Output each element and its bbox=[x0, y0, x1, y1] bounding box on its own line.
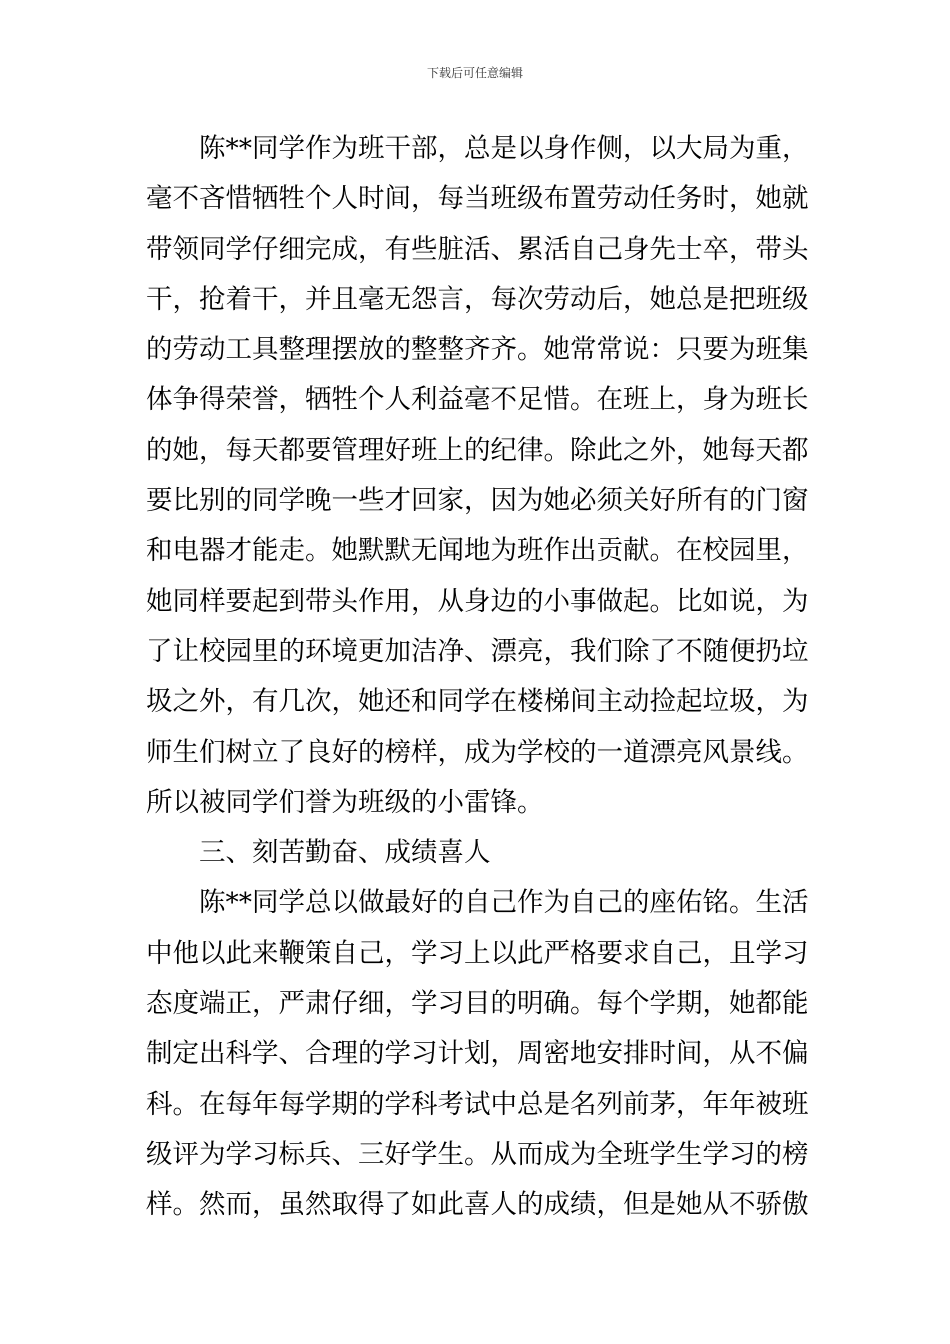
document-body bbox=[146, 124, 809, 1231]
text-line: 的劳动工具整理摆放的整整齐齐。她常常说：只要为班集 bbox=[146, 334, 809, 366]
text-line: 样。然而，虽然取得了如此喜人的成绩，但是她从不骄傲 bbox=[146, 1189, 809, 1221]
text-line: 她同样要起到带头作用，从身边的小事做起。比如说，为 bbox=[146, 585, 809, 617]
text-line: 体争得荣誉，牺牲个人利益毫不足惜。在班上，身为班长 bbox=[146, 384, 809, 416]
text-line: 了让校园里的环境更加洁净、漂亮，我们除了不随便扔垃 bbox=[146, 635, 809, 667]
text-line: 陈**同学总以做最好的自己作为自己的座佑铭。生活 bbox=[199, 887, 809, 919]
text-line: 圾之外，有几次，她还和同学在楼梯间主动捡起垃圾，为 bbox=[146, 686, 809, 718]
section-heading: 三、刻苦勤奋、成绩喜人 bbox=[199, 837, 491, 869]
text-line: 的她，每天都要管理好班上的纪律。除此之外，她每天都 bbox=[146, 434, 809, 466]
text-line: 和电器才能走。她默默无闻地为班作出贡献。在校园里， bbox=[146, 535, 809, 567]
text-line: 陈**同学作为班干部，总是以身作侧，以大局为重， bbox=[199, 133, 809, 164]
text-line: 要比别的同学晚一些才回家，因为她必须关好所有的门窗 bbox=[146, 485, 809, 517]
text-line: 态度端正，严肃仔细，学习目的明确。每个学期，她都能 bbox=[146, 988, 809, 1020]
page-header: 下载后可任意编辑 bbox=[426, 66, 523, 80]
text-line: 师生们树立了良好的榜样，成为学校的一道漂亮风景线。 bbox=[146, 736, 809, 768]
text-line: 制定出科学、合理的学习计划，周密地安排时间，从不偏 bbox=[146, 1038, 809, 1070]
text-line: 所以被同学们誉为班级的小雷锋。 bbox=[146, 786, 544, 818]
text-line: 科。在每年每学期的学科考试中总是名列前茅，年年被班 bbox=[146, 1088, 809, 1120]
text-line: 毫不吝惜牺牲个人时间，每当班级布置劳动任务时，她就 bbox=[146, 183, 809, 215]
text-line: 中他以此来鞭策自己，学习上以此严格要求自己，且学习 bbox=[146, 937, 809, 969]
text-line: 级评为学习标兵、三好学生。从而成为全班学生学习的榜 bbox=[146, 1138, 809, 1170]
text-line: 干，抢着干，并且毫无怨言，每次劳动后，她总是把班级 bbox=[146, 283, 809, 315]
text-line: 带领同学仔细完成，有些脏活、累活自己身先士卒，带头 bbox=[146, 233, 809, 265]
